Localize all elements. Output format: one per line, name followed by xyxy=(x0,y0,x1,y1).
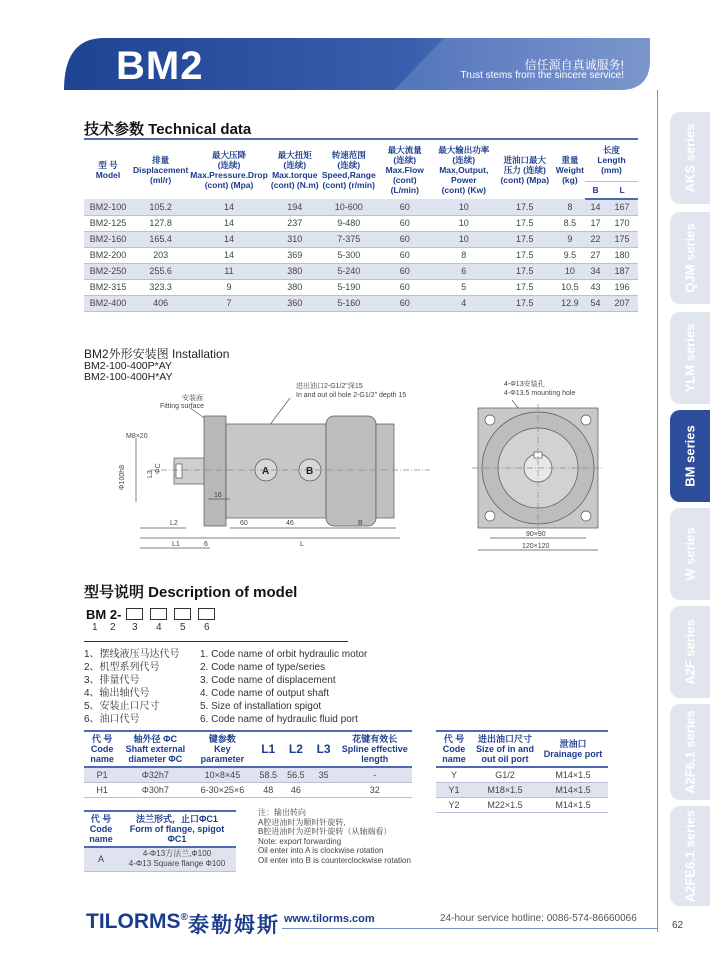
table-cell: 237 xyxy=(269,215,321,231)
th-key: 键参数 Key parameter xyxy=(190,731,254,767)
table-cell: 5 xyxy=(433,279,495,295)
code-box-6 xyxy=(198,608,215,620)
table-cell: 9 xyxy=(189,279,268,295)
table-row xyxy=(84,199,638,215)
table-cell: M14×1.5 xyxy=(538,767,608,782)
d60-label: 60 xyxy=(240,520,248,527)
table-cell: 10.5 xyxy=(555,279,585,295)
install-title: BM2外形安装图 Installation xyxy=(84,347,230,361)
flange-code: A xyxy=(84,847,118,871)
table-cell: 255.6 xyxy=(132,263,189,279)
table-cell: 6 xyxy=(433,263,495,279)
table-cell: 12.9 xyxy=(555,295,585,311)
table-cell: 17.5 xyxy=(495,279,555,295)
table-cell: BM2-160 xyxy=(84,231,132,247)
desc-cn-list: 1、摆线液压马达代号 2、机型系列代号 3、排量代号 4、输出轴代号 5、安装止口尺寸 6、油口代号 xyxy=(84,649,180,725)
tab-bm-series[interactable]: BM series xyxy=(670,410,710,502)
table-cell: 60 xyxy=(377,247,433,263)
table-cell: BM2-125 xyxy=(84,215,132,231)
fitting-label: 安装面 xyxy=(182,395,203,402)
footer-line xyxy=(282,928,658,929)
front-view-drawing xyxy=(450,378,620,558)
code-num-5: 5 xyxy=(180,622,186,633)
tab-a2fe61-series[interactable]: A2FE6.1 series xyxy=(670,806,710,906)
d16-label: 16 xyxy=(214,492,222,499)
table-cell: BM2-250 xyxy=(84,263,132,279)
table-row xyxy=(84,782,412,797)
th-inlet: 进油口最大 压力 (连续) (cont) (Mpa) xyxy=(495,139,555,199)
table-cell: 14 xyxy=(189,215,268,231)
table-cell: 17.5 xyxy=(495,215,555,231)
tab-w-series[interactable]: W series xyxy=(670,508,710,600)
table-cell: 5-300 xyxy=(321,247,377,263)
ldim-label: L xyxy=(300,541,304,548)
th-length: 长度 Length (mm) xyxy=(585,139,638,181)
model-code-prefix: BM 2- xyxy=(86,607,122,622)
th-torque: 最大扭矩 (连续) Max.torque (cont) (N.m) xyxy=(269,139,321,199)
table-cell: 207 xyxy=(606,295,638,311)
table-cell: 60 xyxy=(377,295,433,311)
right-divider xyxy=(657,90,658,932)
d90-label: 90×90 xyxy=(526,531,546,538)
table-cell: 17.5 xyxy=(495,295,555,311)
table-cell: 60 xyxy=(377,199,433,215)
table-cell: 4 xyxy=(433,295,495,311)
table-row xyxy=(84,231,638,247)
footer-brand-cn: 泰勒姆斯 xyxy=(188,914,280,937)
table-cell: 5-240 xyxy=(321,263,377,279)
th-pressure: 最大压降 (连续) Max.Pressure.Drop (cont) (Mpa) xyxy=(189,139,268,199)
table-cell: 127.8 xyxy=(132,215,189,231)
table-row xyxy=(84,247,638,263)
code-box-5 xyxy=(174,608,191,620)
table-cell: 9 xyxy=(555,231,585,247)
table-cell: 17.5 xyxy=(495,231,555,247)
port-b-label: B xyxy=(306,466,314,477)
desc-en-list: 1. Code name of orbit hydraulic motor 2. Code name of type/series 3. Code name of displacement 4. Code name of output shaft 5. Size of installation spigot 6. Code name of hydraulic fluid port xyxy=(200,649,368,725)
desc-divider xyxy=(84,641,348,642)
table-cell: 17 xyxy=(585,215,606,231)
table-cell: 8 xyxy=(433,247,495,263)
table-cell: 10 xyxy=(433,199,495,215)
table-cell: 27 xyxy=(585,247,606,263)
table-cell: 165.4 xyxy=(132,231,189,247)
table-cell: 105.2 xyxy=(132,199,189,215)
table-cell: 54 xyxy=(585,295,606,311)
table-cell: 167 xyxy=(606,199,638,215)
tech-section-title: 技术参数 Technical data xyxy=(84,121,252,138)
table-cell: Φ30h7 xyxy=(120,782,190,797)
th-l: L xyxy=(606,181,638,199)
th-inout: 进出油口尺寸 Size of in and out oil port xyxy=(472,731,538,767)
table-cell: 175 xyxy=(606,231,638,247)
table-cell: 17.5 xyxy=(495,263,555,279)
th-b: B xyxy=(585,181,606,199)
table-cell: 7 xyxy=(189,295,268,311)
table-cell: 60 xyxy=(377,279,433,295)
table-cell: 203 xyxy=(132,247,189,263)
th-model: 型 号 Model xyxy=(84,139,132,199)
table-cell: 60 xyxy=(377,263,433,279)
table-cell xyxy=(310,782,338,797)
table-cell: - xyxy=(337,767,412,782)
d120-label: 120×120 xyxy=(522,543,550,550)
th-flange-code: 代 号 Code name xyxy=(84,811,118,847)
holes-label: 4-Φ13安装孔 xyxy=(504,381,545,388)
d6-label: 6 xyxy=(204,541,208,548)
table-cell: Y xyxy=(436,767,472,782)
table-cell: BM2-200 xyxy=(84,247,132,263)
table-cell: H1 xyxy=(84,782,120,797)
table-cell: M22×1.5 xyxy=(472,797,538,812)
fitting-label-en: Fitting surface xyxy=(160,403,204,410)
table-cell: 406 xyxy=(132,295,189,311)
table-cell: 323.3 xyxy=(132,279,189,295)
code-num-1: 1 xyxy=(92,622,98,633)
table-cell: 10 xyxy=(433,231,495,247)
th-port-code: 代 号 Code name xyxy=(436,731,472,767)
code-num-4: 4 xyxy=(156,622,162,633)
table-cell: 380 xyxy=(269,279,321,295)
rotation-note: 注：输出转向 A腔进油时为顺时针旋转, B腔进油时为逆时针旋转（从轴端看） Note: export forwarding Oil enter into A is clockwise rotation Oil enter into B is counterclockwise rotation xyxy=(258,808,411,865)
table-cell: 8 xyxy=(555,199,585,215)
table-cell: 14 xyxy=(189,199,268,215)
l1-label: L1 xyxy=(172,541,180,548)
table-cell: Y2 xyxy=(436,797,472,812)
table-cell: 60 xyxy=(377,215,433,231)
slogan-cn: 信任源自真诚服务! xyxy=(524,58,624,72)
th-l3: L3 xyxy=(310,731,338,767)
flange-table xyxy=(84,810,236,872)
table-cell: 14 xyxy=(189,231,268,247)
table-cell: 11 xyxy=(189,263,268,279)
table-cell: BM2-315 xyxy=(84,279,132,295)
m8-label: M8×20 xyxy=(126,433,148,440)
port-table xyxy=(436,730,608,813)
shaft-table xyxy=(84,730,412,798)
table-row xyxy=(84,767,412,782)
table-cell: 10 xyxy=(555,263,585,279)
table-cell: 9.5 xyxy=(555,247,585,263)
th-weight: 重量 Weight (kg) xyxy=(555,139,585,199)
code-box-3 xyxy=(126,608,143,620)
table-cell: 58.5 xyxy=(254,767,282,782)
th-displacement: 排量 Displacement (ml/r) xyxy=(132,139,189,199)
table-cell: Y1 xyxy=(436,782,472,797)
slogan-en: Trust stems from the sincere service! xyxy=(460,70,624,81)
tab-qjm-series[interactable]: QJM series xyxy=(670,212,710,304)
table-cell: 360 xyxy=(269,295,321,311)
oil-port-label-en: In and out oil hole 2-G1/2" depth 15 xyxy=(296,392,407,399)
l3-label: L3 xyxy=(147,470,154,478)
th-power: 最大输出功率 (连续) Max,Output, Power (cont) (Kw) xyxy=(433,139,495,199)
table-cell: 14 xyxy=(585,199,606,215)
table-cell: 187 xyxy=(606,263,638,279)
table-cell: P1 xyxy=(84,767,120,782)
table-row xyxy=(436,797,608,812)
oil-port-label: 进出油口2-G1/2"深15 xyxy=(296,383,363,390)
table-cell: 22 xyxy=(585,231,606,247)
install-model-1: BM2-100-400P*AY xyxy=(84,360,172,372)
table-cell: 369 xyxy=(269,247,321,263)
page-number: 62 xyxy=(672,920,684,931)
table-cell: M18×1.5 xyxy=(472,782,538,797)
side-view-drawing xyxy=(100,378,430,558)
install-model-2: BM2-100-400H*AY xyxy=(84,371,173,383)
th-shaft: 轴外径 ΦC Shaft external diameter ΦC xyxy=(120,731,190,767)
table-cell: 7-375 xyxy=(321,231,377,247)
table-cell: 10-600 xyxy=(321,199,377,215)
th-l2: L2 xyxy=(282,731,310,767)
table-row xyxy=(84,295,638,311)
table-row xyxy=(84,263,638,279)
table-cell: 48 xyxy=(254,782,282,797)
code-num-6: 6 xyxy=(204,622,210,633)
th-drain: 泄油口 Drainage port xyxy=(538,731,608,767)
table-row xyxy=(84,215,638,231)
table-cell: 46 xyxy=(282,782,310,797)
th-flange-form: 法兰形式，止口ΦC1 Form of flange, spigot ΦC1 xyxy=(118,811,236,847)
table-cell: 5-160 xyxy=(321,295,377,311)
phic-label: ΦC xyxy=(155,463,162,474)
footer-logo: TILORMS® xyxy=(86,910,188,933)
table-cell: 60 xyxy=(377,231,433,247)
table-cell: 6-30×25×6 xyxy=(190,782,254,797)
code-box-4 xyxy=(150,608,167,620)
th-speed: 转速范围 (连续) Speed,Range (cont) (r/min) xyxy=(321,139,377,199)
table-cell: 380 xyxy=(269,263,321,279)
code-num-3: 3 xyxy=(132,622,138,633)
d46-label: 46 xyxy=(286,520,294,527)
footer-hotline: 24-hour service hotline: 0086-574-86660066 xyxy=(440,913,637,924)
dia-label: Φ100h8 xyxy=(119,464,126,490)
page-title: BM2 xyxy=(116,44,204,88)
table-row xyxy=(436,767,608,782)
table-cell: 56.5 xyxy=(282,767,310,782)
footer-url[interactable]: www.tilorms.com xyxy=(284,913,375,925)
table-cell: M14×1.5 xyxy=(538,797,608,812)
code-num-2: 2 xyxy=(110,622,116,633)
table-row xyxy=(84,279,638,295)
table-cell: 17.5 xyxy=(495,199,555,215)
table-cell: 35 xyxy=(310,767,338,782)
table-cell: 196 xyxy=(606,279,638,295)
tab-aks-series[interactable]: AKS series xyxy=(670,112,710,204)
bdim-label: B xyxy=(358,520,363,527)
th-code: 代 号 Code name xyxy=(84,731,120,767)
table-cell: 17.5 xyxy=(495,247,555,263)
table-cell: 32 xyxy=(337,782,412,797)
th-flow: 最大流量 (连续) Max.Flow (cont) (L/min) xyxy=(377,139,433,199)
table-row xyxy=(436,782,608,797)
th-spline: 花键有效长 Spline effective length xyxy=(337,731,412,767)
table-cell: 43 xyxy=(585,279,606,295)
table-cell: G1/2 xyxy=(472,767,538,782)
table-cell: 170 xyxy=(606,215,638,231)
holes-label-en: 4-Φ13.5 mounting hole xyxy=(504,390,576,397)
table-cell: 10 xyxy=(433,215,495,231)
table-cell: 9-480 xyxy=(321,215,377,231)
table-cell: BM2-100 xyxy=(84,199,132,215)
table-cell: M14×1.5 xyxy=(538,782,608,797)
tab-a2f-series[interactable]: A2F series xyxy=(670,606,710,698)
table-cell: 14 xyxy=(189,247,268,263)
table-cell: BM2-400 xyxy=(84,295,132,311)
table-cell: 180 xyxy=(606,247,638,263)
table-cell: 310 xyxy=(269,231,321,247)
table-cell: 34 xyxy=(585,263,606,279)
l2-label: L2 xyxy=(170,520,178,527)
table-cell: 10×8×45 xyxy=(190,767,254,782)
table-cell: 194 xyxy=(269,199,321,215)
tab-a2f61-series[interactable]: A2F6.1 series xyxy=(670,704,710,800)
tech-table xyxy=(84,138,638,312)
table-cell: 8.5 xyxy=(555,215,585,231)
desc-section-title: 型号说明 Description of model xyxy=(84,584,298,601)
tab-ylm-series[interactable]: YLM series xyxy=(670,312,710,404)
port-a-label: A xyxy=(262,466,270,477)
th-l1: L1 xyxy=(254,731,282,767)
table-cell: Φ32h7 xyxy=(120,767,190,782)
flange-desc: 4-Φ13方法兰,Φ100 4-Φ13 Square flange Φ100 xyxy=(118,847,236,871)
table-cell: 5-190 xyxy=(321,279,377,295)
